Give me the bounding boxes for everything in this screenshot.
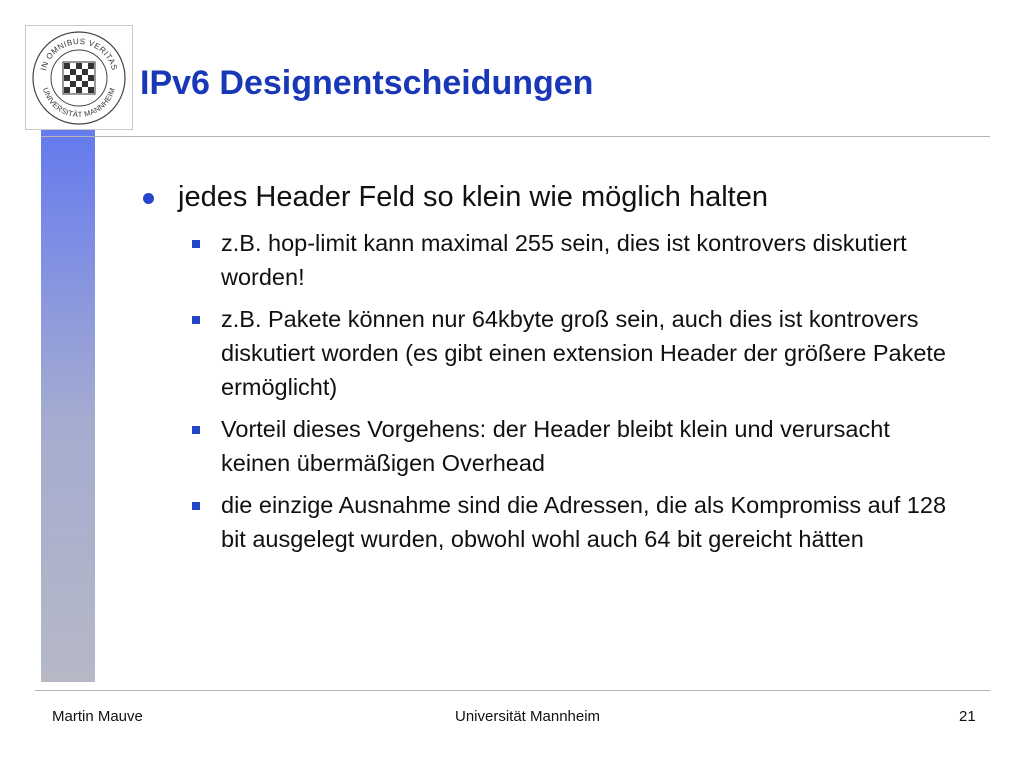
square-bullet-icon xyxy=(192,502,200,510)
sub-bullet-text: die einzige Ausnahme sind die Adressen, die als Kompromiss auf 128 bit ausgelegt wurden, obwohl wohl auch 64 bit gereicht hätten xyxy=(221,492,947,552)
footer-divider xyxy=(35,690,990,691)
sub-bullet-item xyxy=(192,488,962,556)
bullet-dot-icon xyxy=(143,193,154,204)
sub-bullet-text: z.B. Pakete können nur 64kbyte groß sein, auch dies ist kontrovers diskutiert worden (es gibt einen extension Header der größere Pakete ermöglicht) xyxy=(221,306,946,400)
sub-bullet-list xyxy=(192,226,962,556)
square-bullet-icon xyxy=(192,316,200,324)
square-bullet-icon xyxy=(192,240,200,248)
bullet-text: jedes Header Feld so klein wie möglich halten xyxy=(178,181,768,213)
sub-bullet-item xyxy=(192,412,962,480)
bullet-item xyxy=(142,178,962,216)
university-logo xyxy=(25,25,133,130)
square-bullet-icon xyxy=(192,426,200,434)
footer-author: Martin Mauve xyxy=(52,708,143,725)
footer-institution: Universität Mannheim xyxy=(455,708,601,725)
slide-content xyxy=(142,178,962,564)
sub-bullet-text: Vorteil dieses Vorgehens: der Header bleibt klein und verursacht keinen übermäßigen Overhead xyxy=(221,416,890,476)
slide-title: IPv6 Designentscheidungen xyxy=(140,64,594,102)
seal-icon xyxy=(30,29,128,127)
svg-text:UNIVERSITÄT MANNHEIM: UNIVERSITÄT MANNHEIM xyxy=(41,86,118,120)
page-number: 21 xyxy=(959,708,976,725)
sub-bullet-item xyxy=(192,226,962,294)
svg-text:IN OMNIBUS VERITAS: IN OMNIBUS VERITAS xyxy=(38,36,120,72)
title-divider xyxy=(41,136,990,137)
sub-bullet-text: z.B. hop-limit kann maximal 255 sein, dies ist kontrovers diskutiert worden! xyxy=(221,230,907,290)
sub-bullet-item xyxy=(192,302,962,404)
